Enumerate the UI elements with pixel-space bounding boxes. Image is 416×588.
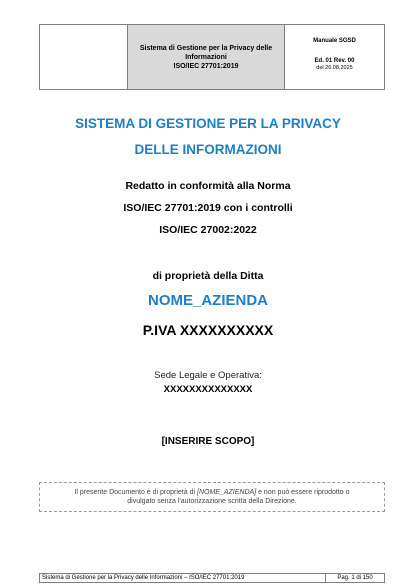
main-title-line1: SISTEMA DI GESTIONE PER LA PRIVACY [75, 116, 341, 131]
notice-line1 [74, 488, 349, 497]
main-title-line2: DELLE INFORMAZIONI [134, 142, 282, 157]
notice-part1: Il presente Documento è di proprietà di [74, 489, 198, 496]
notice-line2: divulgato senza l'autorizzazione scritta della Direzione. [127, 498, 297, 505]
company-name: NOME_AZIENDA [147, 292, 268, 309]
header-title [128, 25, 285, 89]
footer-spacer [302, 573, 325, 583]
notice-company: [NOME_AZIENDA] [197, 489, 257, 496]
page-footer [39, 573, 385, 583]
header-title-line1: Sistema di Gestione per la Privacy delle [139, 44, 273, 52]
norm-line3: ISO/IEC 27002:2022 [159, 224, 257, 236]
ownership-notice [39, 482, 385, 512]
logo-placeholder [40, 25, 128, 89]
document-header [39, 24, 385, 90]
notice-part2: e non può essere riprodotto o [256, 489, 350, 496]
footer-title: Sistema di Gestione per la Privacy delle Informazioni – ISO/IEC 27701:2019 [39, 573, 302, 583]
header-title-line2: Informazioni [185, 53, 227, 61]
office-label: Sede Legale e Operativa: [154, 370, 262, 381]
office-value: XXXXXXXXXXXXXX [163, 384, 253, 395]
manual-label: Manuale SGSD [313, 38, 356, 44]
norm-line2: ISO/IEC 27701:2019 con i controlli [123, 202, 293, 214]
page-number: Pag. 1 di 150 [325, 573, 385, 583]
edition-date: del 26.08.2025 [316, 65, 353, 71]
edition-label: Ed. 01 Rev. 00 [314, 58, 355, 64]
header-info [285, 25, 384, 89]
owner-label: di proprietà della Ditta [152, 270, 264, 282]
scope-placeholder: [INSERIRE SCOPO] [161, 436, 255, 447]
vat-number: P.IVA XXXXXXXXXX [142, 322, 274, 338]
header-title-line3: ISO/IEC 27701:2019 [173, 62, 239, 70]
norm-line1: Redatto in conformità alla Norma [125, 180, 291, 192]
